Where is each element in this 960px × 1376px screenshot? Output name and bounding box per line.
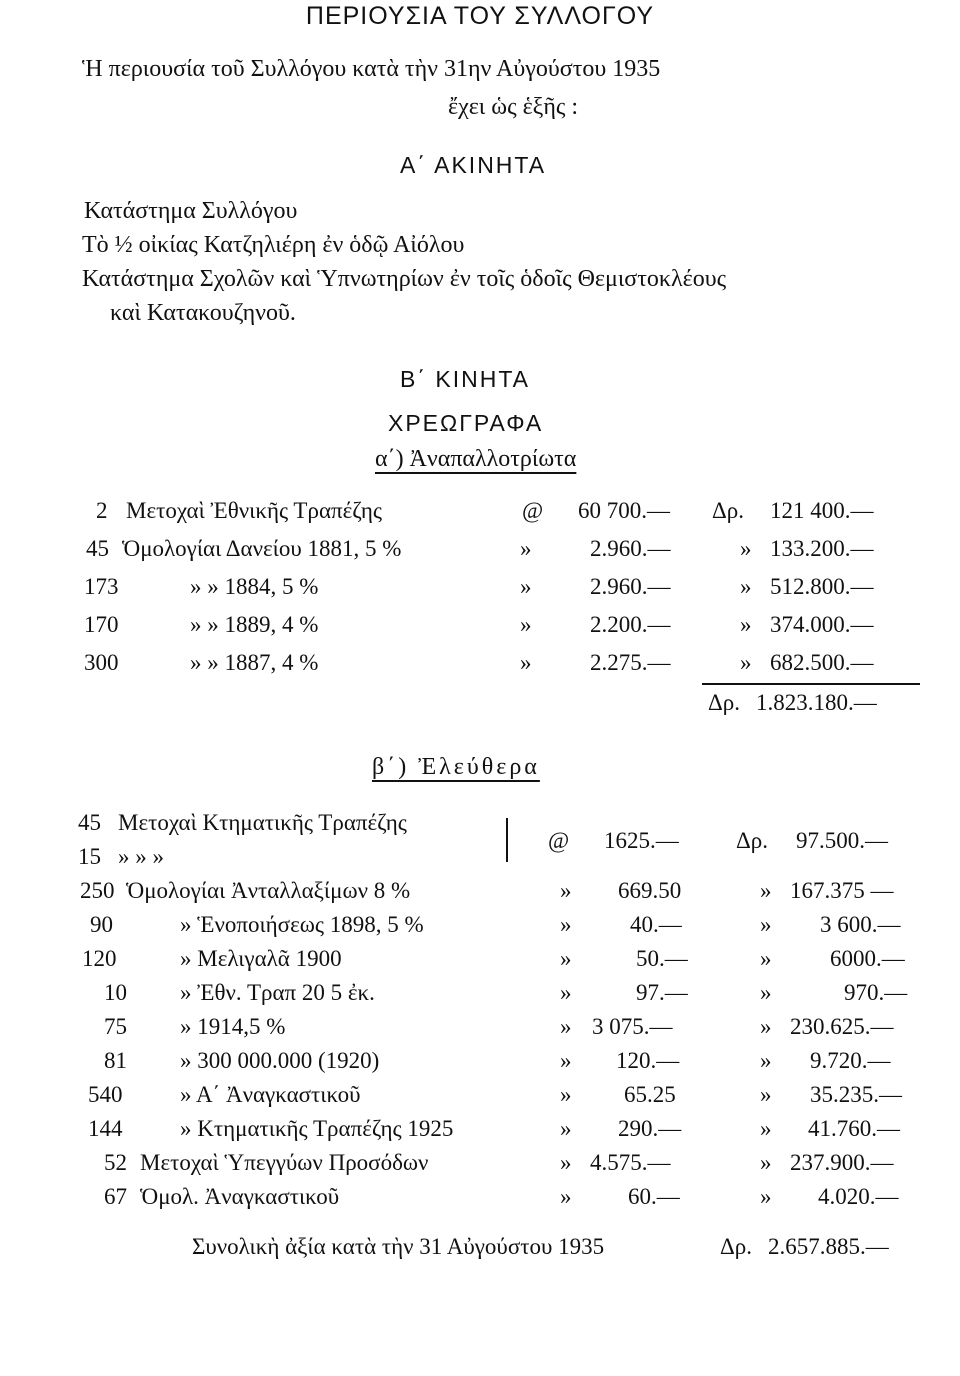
desc-cell: Μετοχαὶ Ὑπεγγύων Προσόδων <box>140 1150 429 1175</box>
qty-cell: 15 <box>78 844 101 869</box>
intro-line-2: ἔχει ὡς ἑξῆς : <box>448 94 579 120</box>
at-cell: » <box>520 574 532 599</box>
value-cell: 35.235.— <box>810 1082 902 1107</box>
price-cell: 669.50 <box>618 878 682 903</box>
section-a-heading: Α΄ ΑΚΙΝΗΤΑ <box>400 152 547 178</box>
qty-cell: 2 <box>96 498 108 523</box>
bonds-heading: ΧΡΕΩΓΡΑΦΑ <box>388 410 544 436</box>
real-estate-line-3: Κατάστημα Σχολῶν καὶ Ὑπνωτηρίων ἐν τοῖς ὁδοῖς Θεμιστοκλέους <box>82 266 727 292</box>
price-cell: 97.— <box>636 980 688 1005</box>
price-cell: 1625.— <box>604 828 679 853</box>
at-cell: @ <box>522 498 544 523</box>
currency-cell: » <box>740 574 752 599</box>
value-cell: 167.375 — <box>790 878 894 903</box>
currency-cell: » <box>760 980 772 1005</box>
price-cell: 2.275.— <box>590 650 671 675</box>
currency-cell: » <box>740 536 752 561</box>
currency-cell: » <box>760 912 772 937</box>
table-row <box>0 612 960 644</box>
currency-cell: » <box>760 1048 772 1073</box>
value-cell: 41.760.— <box>808 1116 900 1141</box>
currency-cell: Δρ. <box>736 828 769 853</box>
qty-cell: 45 <box>78 810 101 835</box>
price-cell: 65.25 <box>624 1082 676 1107</box>
at-cell: » <box>560 1082 572 1107</box>
currency-cell: » <box>760 1116 772 1141</box>
value-cell: 6000.— <box>830 946 905 971</box>
qty-cell: 90 <box>90 912 113 937</box>
desc-cell: » Ἐθν. Τραπ 20 5 ἐκ. <box>180 980 375 1005</box>
page-title: ΠΕΡΙΟΥΣΙΑ ΤΟΥ ΣΥΛΛΟΓΟΥ <box>305 2 655 30</box>
qty-cell: 250 <box>80 878 115 903</box>
at-cell: @ <box>548 828 570 853</box>
grand-total-value: 2.657.885.— <box>768 1234 889 1259</box>
desc-cell: » 1914,5 % <box>180 1014 286 1039</box>
currency-cell: » <box>740 650 752 675</box>
at-cell: » <box>560 1048 572 1073</box>
qty-cell: 144 <box>88 1116 123 1141</box>
grand-total-currency: Δρ. <box>720 1234 753 1259</box>
price-cell: 2.200.— <box>590 612 671 637</box>
table-row <box>0 980 960 1012</box>
qty-cell: 52 <box>104 1150 127 1175</box>
at-cell: » <box>560 878 572 903</box>
value-cell: 9.720.— <box>810 1048 891 1073</box>
table-row <box>0 878 960 910</box>
value-cell: 230.625.— <box>790 1014 894 1039</box>
grand-total-row <box>0 1234 960 1266</box>
table-row <box>0 574 960 606</box>
table-row <box>0 1082 960 1114</box>
qty-cell: 170 <box>84 612 119 637</box>
value-cell: 4.020.— <box>818 1184 899 1209</box>
price-cell: 2.960.— <box>590 536 671 561</box>
at-cell: » <box>520 650 532 675</box>
qty-cell: 540 <box>88 1082 123 1107</box>
sub-b-heading: β΄) Ἐλεύθερα <box>372 754 540 780</box>
real-estate-line-2: Τὸ ½ οἰκίας Κατζηλιέρη ἐν ὁδῷ Αἰόλου <box>82 232 465 258</box>
qty-cell: 10 <box>104 980 127 1005</box>
qty-cell: 300 <box>84 650 119 675</box>
real-estate-line-4: καὶ Κατακουζηνοῦ. <box>110 300 296 326</box>
table-row <box>0 1014 960 1046</box>
desc-cell: » » 1887, 4 % <box>190 650 319 675</box>
value-cell: 133.200.— <box>770 536 874 561</box>
value-cell: 682.500.— <box>770 650 874 675</box>
currency-cell: » <box>760 878 772 903</box>
section-b-heading: Β΄ ΚΙΝΗΤΑ <box>400 366 531 392</box>
currency-cell: » <box>740 612 752 637</box>
qty-cell: 81 <box>104 1048 127 1073</box>
at-cell: » <box>560 946 572 971</box>
desc-cell: » Μελιγαλᾶ 1900 <box>180 946 342 971</box>
at-cell: » <box>560 1150 572 1175</box>
desc-cell: Μετοχαὶ Ἐθνικῆς Τραπέζης <box>126 498 383 523</box>
value-cell: 237.900.— <box>790 1150 894 1175</box>
subtotal-value: 1.823.180.— <box>756 690 877 715</box>
desc-cell: Μετοχαὶ Κτηματικῆς Τραπέζης <box>118 810 407 835</box>
desc-cell: » » 1889, 4 % <box>190 612 319 637</box>
value-cell: 512.800.— <box>770 574 874 599</box>
price-cell: 290.— <box>618 1116 682 1141</box>
price-cell: 50.— <box>636 946 688 971</box>
price-cell: 4.575.— <box>590 1150 671 1175</box>
currency-cell: » <box>760 946 772 971</box>
bracket-values-row <box>0 828 960 860</box>
at-cell: » <box>560 980 572 1005</box>
subtotal-row <box>0 690 960 722</box>
price-cell: 120.— <box>616 1048 680 1073</box>
value-cell: 374.000.— <box>770 612 874 637</box>
sub-a-heading: α΄) Ἀναπαλλοτρίωτα <box>375 446 577 472</box>
qty-cell: 67 <box>104 1184 127 1209</box>
desc-cell: » Κτηματικῆς Τραπέζης 1925 <box>180 1116 454 1141</box>
price-cell: 3 075.— <box>592 1014 673 1039</box>
desc-cell: » 300 000.000 (1920) <box>180 1048 380 1073</box>
subtotal-rule <box>702 683 920 685</box>
at-cell: » <box>520 612 532 637</box>
subtotal-currency: Δρ. <box>708 690 741 715</box>
qty-cell: 75 <box>104 1014 127 1039</box>
real-estate-line-1: Κατάστημα Συλλόγου <box>84 198 298 224</box>
at-cell: » <box>560 1014 572 1039</box>
table-row <box>0 912 960 944</box>
desc-cell: » » 1884, 5 % <box>190 574 319 599</box>
desc-cell: Ὁμολογίαι Δανείου 1881, 5 % <box>122 536 402 561</box>
intro-line-1: Ἡ περιουσία τοῦ Συλλόγου κατὰ τὴν 31ην Αὐγούστου 1935 <box>82 56 661 82</box>
qty-cell: 120 <box>82 946 117 971</box>
value-cell: 97.500.— <box>796 828 888 853</box>
table-row <box>0 536 960 568</box>
qty-cell: 45 <box>86 536 109 561</box>
price-cell: 60 700.— <box>578 498 670 523</box>
table-row <box>0 1184 960 1216</box>
desc-cell: » Α΄ Ἀναγκαστικοῦ <box>180 1082 361 1107</box>
value-cell: 3 600.— <box>820 912 901 937</box>
value-cell: 970.— <box>844 980 908 1005</box>
at-cell: » <box>560 1116 572 1141</box>
currency-cell: » <box>760 1082 772 1107</box>
desc-cell: Ὁμολ. Ἀναγκαστικοῦ <box>140 1184 340 1209</box>
qty-cell: 173 <box>84 574 119 599</box>
table-row <box>0 1150 960 1182</box>
price-cell: 40.— <box>630 912 682 937</box>
currency-cell: Δρ. <box>712 498 745 523</box>
table-row <box>0 946 960 978</box>
table-row <box>0 1116 960 1148</box>
desc-cell: » Ἑνοποιήσεως 1898, 5 % <box>180 912 424 937</box>
at-cell: » <box>560 912 572 937</box>
currency-cell: » <box>760 1150 772 1175</box>
at-cell: » <box>520 536 532 561</box>
desc-cell: » » » <box>118 844 164 869</box>
currency-cell: » <box>760 1184 772 1209</box>
currency-cell: » <box>760 1014 772 1039</box>
price-cell: 60.— <box>628 1184 680 1209</box>
price-cell: 2.960.— <box>590 574 671 599</box>
table-row <box>0 650 960 682</box>
table-row <box>0 498 960 530</box>
at-cell: » <box>560 1184 572 1209</box>
value-cell: 121 400.— <box>770 498 874 523</box>
grand-total-label: Συνολικὴ ἀξία κατὰ τὴν 31 Αὐγούστου 1935 <box>192 1234 605 1259</box>
table-row <box>0 1048 960 1080</box>
desc-cell: Ὁμολογίαι Ἀνταλλαξίμων 8 % <box>126 878 411 903</box>
